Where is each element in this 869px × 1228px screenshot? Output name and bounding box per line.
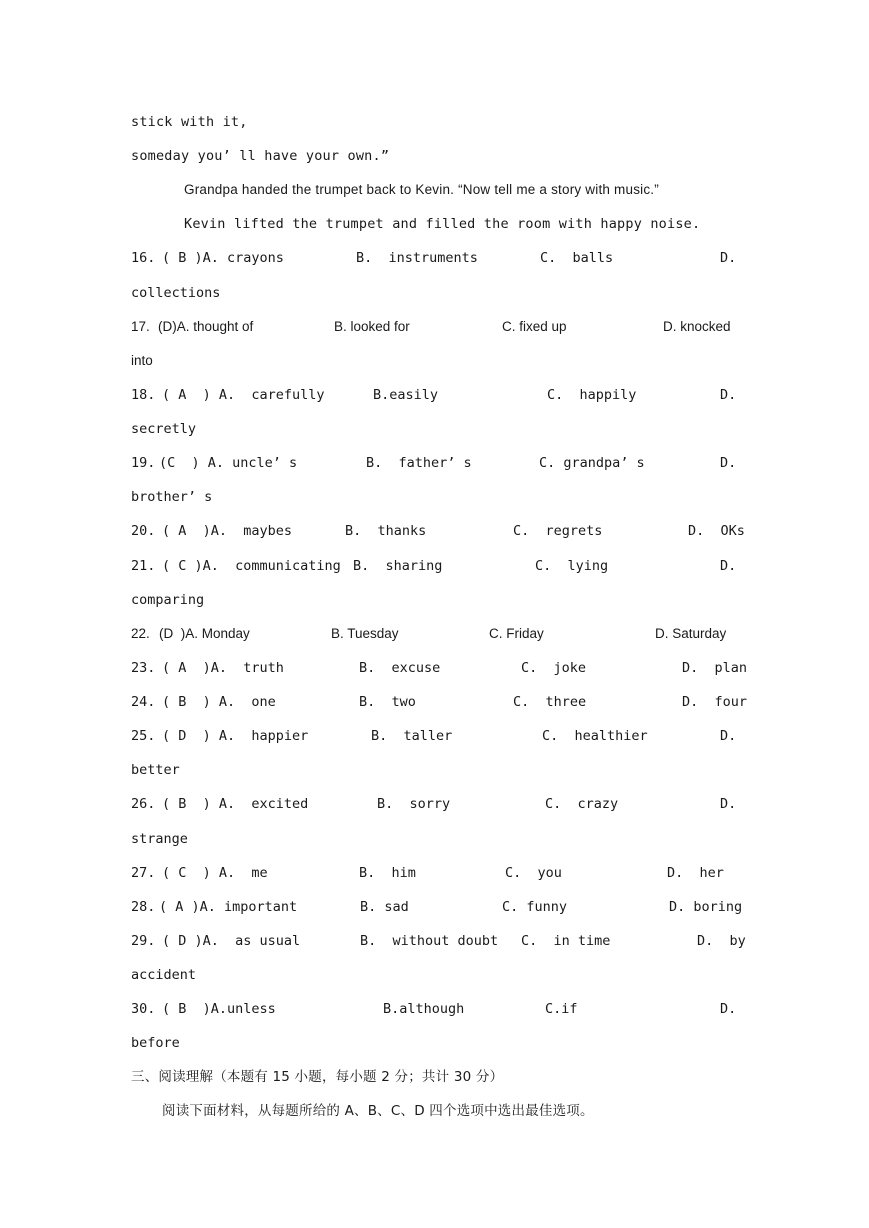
question-number: 27. [131,865,156,881]
question-number: 24. [131,694,156,710]
option-b: B. instruments [356,250,478,266]
option-a: ( D ) A. happier [162,728,309,744]
option-d: D. [720,1001,737,1017]
section-title: 三、阅读理解（本题有 15 小题，每小题 2 分；共计 30 分） [131,1069,504,1085]
option-b: B. Tuesday [331,626,399,641]
option-d: D. OKs [688,523,745,539]
question-number: 21. [131,558,156,574]
option-d-wrap: strange [131,831,188,847]
option-b: B. looked for [334,319,410,334]
option-d: D. [720,250,737,266]
question-number: 19. [131,455,156,471]
option-c: C. Friday [489,626,544,641]
option-d: D. by [697,933,746,949]
option-a: ( D )A. as usual [162,933,301,949]
option-c: C. healthier [542,728,648,744]
option-d: D. boring [669,899,743,915]
option-a: ( A )A. important [159,899,298,915]
option-c: C. lying [535,558,609,574]
option-d-wrap: comparing [131,592,205,608]
option-b: B. taller [371,728,453,744]
option-d-wrap: brother’ s [131,489,213,505]
option-d: D. knocked [663,319,731,334]
option-a: (C ) A. uncle’ s [159,455,298,471]
option-a: ( A )A. maybes [162,523,293,539]
option-b: B. father’ s [366,455,472,471]
question-number: 20. [131,523,156,539]
option-d-wrap: into [131,353,153,368]
option-d: D. her [667,865,724,881]
question-number: 17. [131,319,150,334]
option-a: ( C )A. communicating [162,558,341,574]
option-d-wrap: collections [131,285,221,301]
passage-line: someday you’ ll have your own.” [131,148,390,164]
option-a: ( B ) A. one [162,694,276,710]
question-number: 29. [131,933,156,949]
option-d: D. [720,796,737,812]
question-number: 16. [131,250,156,266]
option-d-wrap: accident [131,967,197,983]
option-b: B. excuse [359,660,441,676]
option-c: C.if [545,1001,578,1017]
section-instruction: 阅读下面材料，从每题所给的 A、B、C、D 四个选项中选出最佳选项。 [162,1103,594,1119]
option-c: C. three [513,694,587,710]
question-number: 26. [131,796,156,812]
option-a: ( A ) A. carefully [162,387,325,403]
option-d-wrap: secretly [131,421,197,437]
option-c: C. regrets [513,523,603,539]
option-d: D. [720,455,737,471]
option-d: D. plan [682,660,748,676]
question-number: 25. [131,728,156,744]
option-b: B. two [359,694,416,710]
option-b: B. sad [360,899,409,915]
option-b: B. him [359,865,416,881]
option-b: B. without doubt [360,933,499,949]
passage-line: Grandpa handed the trumpet back to Kevin. “Now tell me a story with music.” [184,182,659,197]
option-d: D. [720,558,737,574]
option-c: C. joke [521,660,587,676]
option-d-wrap: before [131,1035,180,1051]
passage-line: stick with it, [131,114,248,130]
option-c: C. you [505,865,562,881]
option-b: B. sorry [377,796,451,812]
option-c: C. fixed up [502,319,567,334]
option-d-wrap: better [131,762,180,778]
option-c: C. grandpa’ s [539,455,645,471]
option-a: ( B )A. crayons [162,250,284,266]
option-d: D. Saturday [655,626,727,641]
option-c: C. in time [521,933,611,949]
question-number: 23. [131,660,156,676]
option-c: C. balls [540,250,614,266]
option-a: (D )A. Monday [159,626,250,641]
question-number: 28. [131,899,156,915]
option-c: C. funny [502,899,568,915]
option-a: ( B )A.unless [162,1001,276,1017]
question-number: 18. [131,387,156,403]
option-b: B.easily [373,387,439,403]
option-d: D. [720,728,737,744]
question-number: 22. [131,626,150,641]
question-number: 30. [131,1001,156,1017]
option-d: D. four [682,694,748,710]
option-a: ( B ) A. excited [162,796,309,812]
option-a: (D)A. thought of [158,319,254,334]
option-b: B. thanks [345,523,427,539]
option-c: C. happily [547,387,637,403]
option-a: ( A )A. truth [162,660,284,676]
option-c: C. crazy [545,796,619,812]
option-b: B. sharing [353,558,443,574]
option-d: D. [720,387,737,403]
passage-line: Kevin lifted the trumpet and filled the room with happy noise. [184,216,701,232]
option-b: B.although [383,1001,465,1017]
option-a: ( C ) A. me [162,865,268,881]
